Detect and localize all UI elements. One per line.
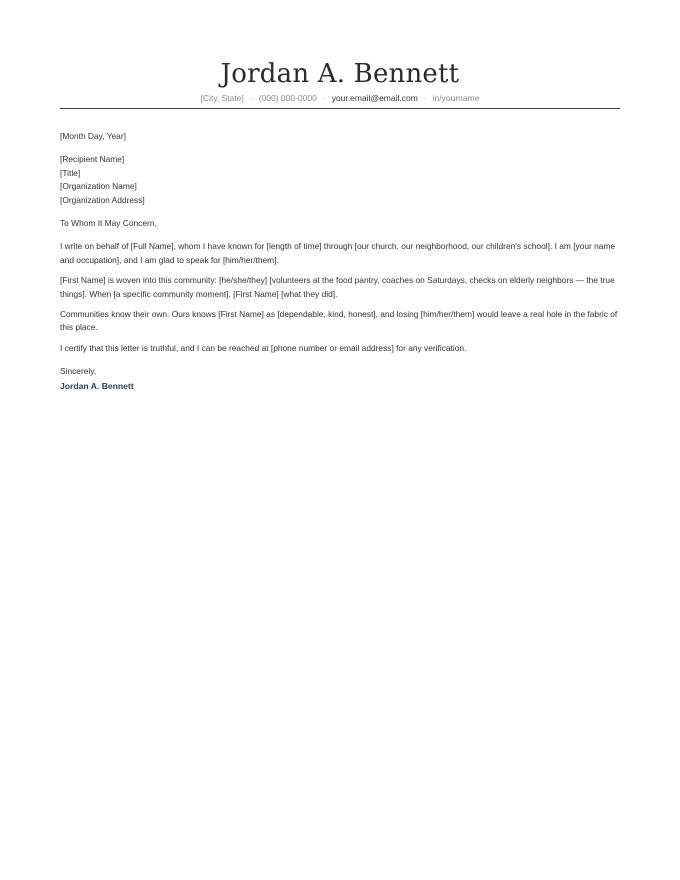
recipient-organization: [Organization Name]	[60, 181, 137, 192]
letter-date: [Month Day, Year]	[60, 131, 126, 141]
contact-separator: ·	[249, 93, 253, 103]
letter-paragraph: I certify that this letter is truthful, and I can be reached at [phone number or email address] for any verification.	[60, 342, 467, 353]
closing: Sincerely,	[60, 366, 97, 377]
letter-paragraph: Communities know their own. Ours knows [First Name] as [dependable, kind, honest], and losing [him/her/them] would leave a real hole in the fabric of this place.	[60, 309, 618, 333]
contact-location: [City, State]	[200, 93, 244, 103]
contact-line	[60, 92, 620, 104]
salutation: To Whom It May Concern,	[60, 218, 157, 229]
sender-name: Jordan A. Bennett	[220, 59, 460, 89]
letter-header	[60, 58, 620, 104]
recipient-block	[60, 153, 620, 207]
letter-paragraph: I write on behalf of [Full Name], whom I have known for [length of time] through [our church, our neighborhood, our children's school]. I am [your name and occupation], and I am glad to speak for [him/her/them].	[60, 241, 616, 265]
contact-phone: (000) 000-0000	[258, 93, 317, 103]
recipient-address: [Organization Address]	[60, 194, 145, 205]
recipient-title: [Title]	[60, 167, 81, 178]
contact-linkedin[interactable]: in/yourname	[432, 93, 480, 103]
contact-email[interactable]: your.email@email.com	[331, 93, 418, 103]
letter-body	[60, 130, 620, 393]
recipient-name: [Recipient Name]	[60, 154, 125, 165]
signature: Jordan A. Bennett	[60, 380, 134, 391]
contact-separator: ·	[322, 93, 326, 103]
letter-paragraph: [First Name] is woven into this community: [he/she/they] [volunteers at the food pantry, coaches on Saturdays, checks on elderly neighbors — the true things]. When [a specific community moment], [First Name] [what they did].	[60, 275, 615, 299]
contact-separator: ·	[423, 93, 427, 103]
header-divider	[60, 108, 620, 109]
